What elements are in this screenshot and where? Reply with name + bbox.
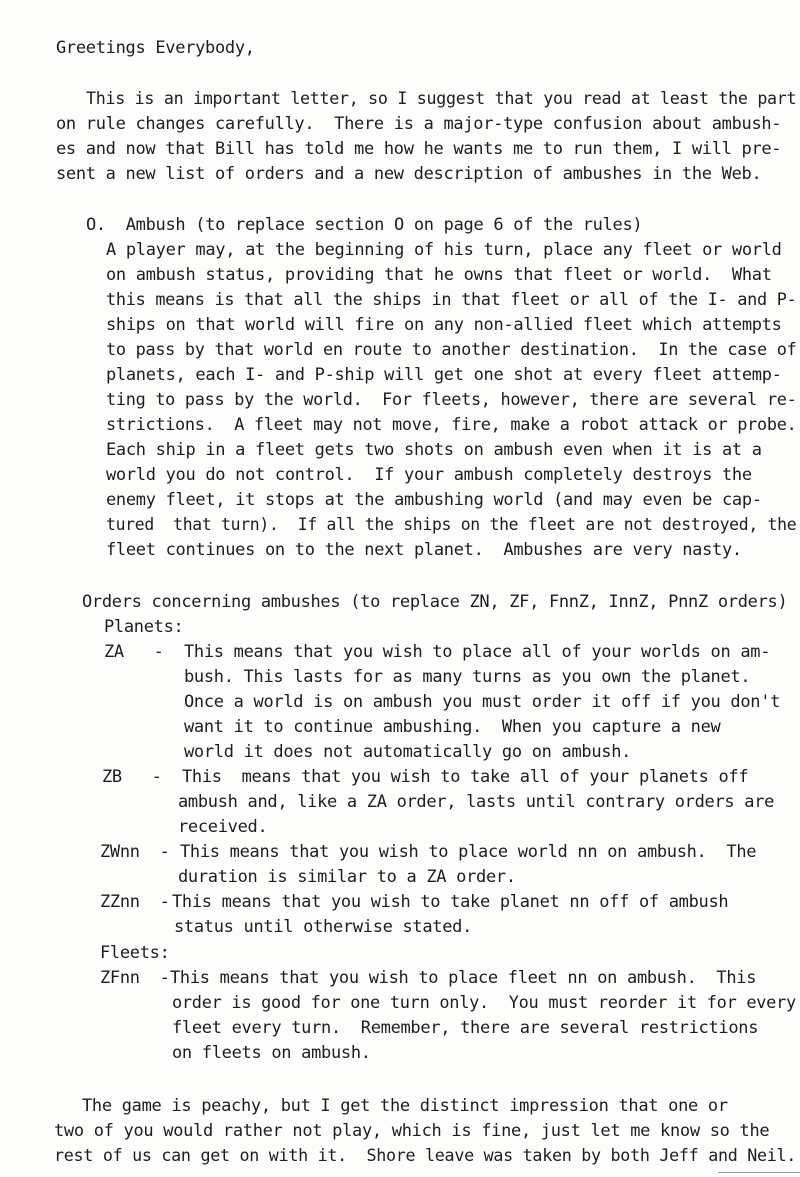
- order-code: ZA -: [104, 642, 164, 662]
- orders-heading: Orders concerning ambushes (to replace ZN, ZF, FnnZ, InnZ, PnnZ orders): [82, 592, 788, 612]
- intro-line: es and now that Bill has told me how he wants me to run them, I will pre-: [56, 139, 782, 159]
- order-desc-line: Once a world is on ambush you must order it off if you don't: [184, 692, 781, 712]
- order-code: ZZnn -: [100, 892, 170, 912]
- order-desc-line: duration is similar to a ZA order.: [178, 867, 516, 887]
- order-desc-line: ambush and, like a ZA order, lasts until contrary orders are: [178, 792, 775, 812]
- ambush-body-line: to pass by that world en route to another destination. In the case of: [106, 340, 797, 360]
- ambush-body-line: on ambush status, providing that he owns that fleet or world. What: [106, 265, 772, 285]
- closing-line: The game is peachy, but I get the distinct impression that one or: [82, 1096, 728, 1116]
- closing-line: two of you would rather not play, which is fine, just let me know so the: [54, 1121, 770, 1141]
- order-code: ZB -: [102, 767, 162, 787]
- intro-line: sent a new list of orders and a new description of ambushes in the Web.: [56, 164, 762, 184]
- page-edge-rule: [718, 1172, 800, 1173]
- planets-label: Planets:: [104, 617, 184, 637]
- order-desc-line: This means that you wish to place all of your worlds on am-: [184, 642, 771, 662]
- order-desc-line: on fleets on ambush.: [172, 1043, 371, 1063]
- ambush-body-line: A player may, at the beginning of his turn, place any fleet or world: [106, 240, 782, 260]
- ambush-body-line: ting to pass by the world. For fleets, however, there are several re-: [106, 390, 797, 410]
- closing-line: rest of us can get on with it. Shore leave was taken by both Jeff and Neil.: [54, 1146, 797, 1166]
- fleets-label: Fleets:: [100, 943, 170, 963]
- ambush-body-line: strictions. A fleet may not move, fire, make a robot attack or probe.: [106, 415, 797, 435]
- order-desc-line: order is good for one turn only. You must reorder it for every: [172, 993, 796, 1013]
- ambush-body-line: enemy fleet, it stops at the ambushing world (and may even be cap-: [106, 490, 762, 510]
- order-desc-line: received.: [178, 817, 268, 837]
- ambush-body-line: ships on that world will fire on any non-allied fleet which attempts: [106, 315, 782, 335]
- ambush-body-line: Each ship in a fleet gets two shots on ambush even when it is at a: [106, 440, 762, 460]
- order-desc-line: This means that you wish to take planet nn off of ambush: [172, 892, 729, 912]
- intro-line: This is an important letter, so I suggest that you read at least the part: [86, 89, 797, 109]
- order-desc-line: fleet every turn. Remember, there are several restrictions: [172, 1018, 759, 1038]
- intro-line: on rule changes carefully. There is a major-type confusion about ambush-: [56, 114, 782, 134]
- ambush-body-line: fleet continues on to the next planet. Ambushes are very nasty.: [106, 540, 742, 560]
- order-desc-line: This means that you wish to take all of your planets off: [182, 767, 749, 787]
- ambush-body-line: this means is that all the ships in that fleet or all of the I- and P-: [106, 290, 797, 310]
- ambush-body-line: tured that turn). If all the ships on the fleet are not destroyed, the: [106, 515, 797, 535]
- order-desc-line: world it does not automatically go on ambush.: [184, 742, 632, 762]
- order-desc-line: This means that you wish to place world nn on ambush. The: [180, 842, 757, 862]
- ambush-heading: O. Ambush (to replace section O on page 6 of the rules): [86, 215, 643, 235]
- order-code: ZFnn -: [100, 968, 170, 988]
- order-desc-line: bush. This lasts for as many turns as you own the planet.: [184, 667, 751, 687]
- order-desc-line: This means that you wish to place fleet nn on ambush. This: [170, 968, 757, 988]
- ambush-body-line: world you do not control. If your ambush completely destroys the: [106, 465, 752, 485]
- order-desc-line: status until otherwise stated.: [174, 917, 473, 937]
- ambush-body-line: planets, each I- and P-ship will get one shot at every fleet attemp-: [106, 365, 782, 385]
- order-desc-line: want it to continue ambushing. When you capture a new: [184, 717, 721, 737]
- greeting: Greetings Everybody,: [56, 38, 255, 58]
- order-code: ZWnn -: [100, 842, 170, 862]
